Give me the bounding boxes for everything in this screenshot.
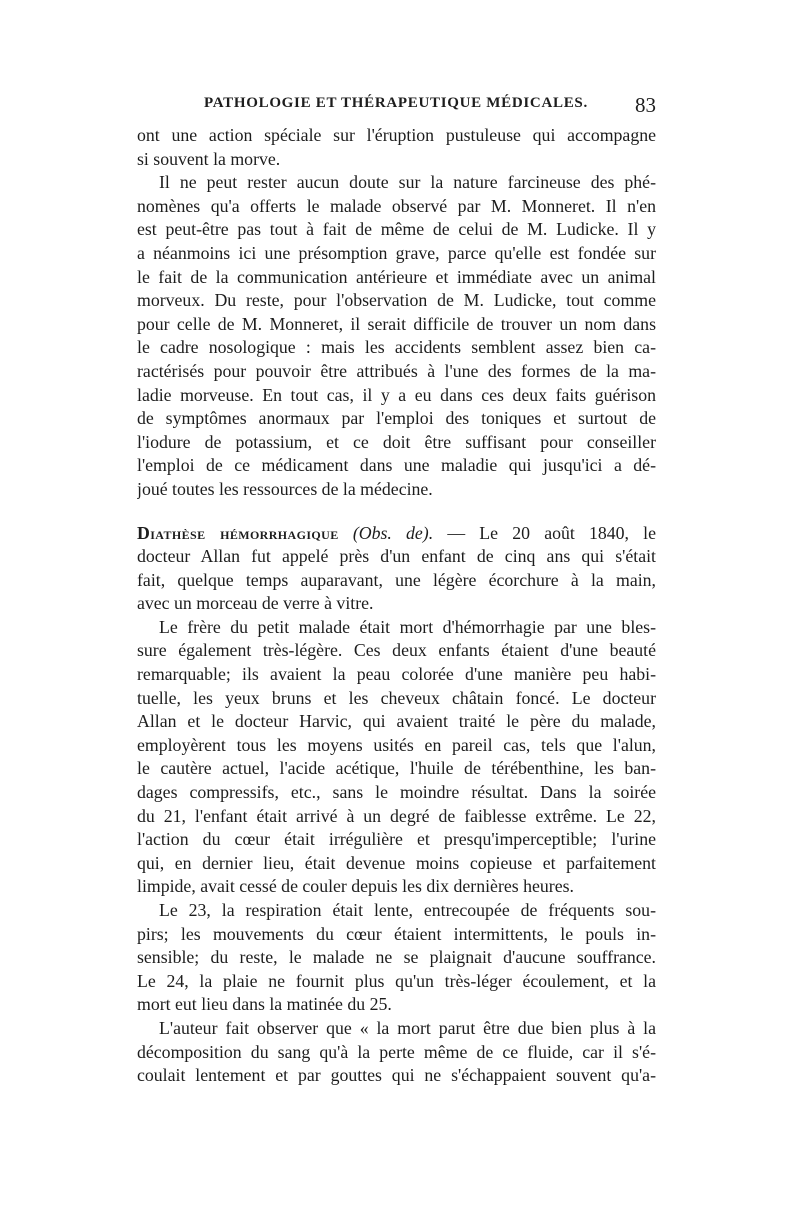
text-line: Le 24, la plaie ne fournit plus qu'un très-léger écoulement, et la xyxy=(137,970,656,991)
text-line: avec un morceau de verre à vitre. xyxy=(137,593,374,614)
section-source: (Obs. de). xyxy=(352,522,434,543)
text-line: nomènes qu'a offerts le malade observé par M. Monneret. Il n'en xyxy=(137,195,656,216)
section-first-line: — Le 20 août 1840, le xyxy=(447,522,656,543)
text-line: Il ne peut rester aucun doute sur la nature farcineuse des phé- xyxy=(159,172,656,193)
text-line: limpide, avait cessé de couler depuis les dix dernières heures. xyxy=(137,876,574,897)
text-line: ractérisés pour pouvoir être attribués à l'une des formes de la ma- xyxy=(137,360,656,381)
running-title: PATHOLOGIE ET THÉRAPEUTIQUE MÉDICALES. xyxy=(204,95,588,111)
text-line: morveux. Du reste, pour l'observation de M. Ludicke, tout comme xyxy=(137,290,656,311)
section-heading: Diathèse hémorrhagique xyxy=(137,522,339,543)
text-line: le fait de la communication antérieure et immédiate avec un animal xyxy=(137,266,656,287)
text-line: L'auteur fait observer que « la mort parut être due bien plus à la xyxy=(159,1017,656,1038)
text-line: ladie morveuse. En tout cas, il y a eu dans ces deux faits guérison xyxy=(137,384,656,405)
body-text xyxy=(137,124,656,1088)
text-line: sensible; du reste, le malade ne se plaignait d'aucune souffrance. xyxy=(137,947,656,968)
text-line: du 21, l'enfant était arrivé à un degré de faiblesse extrême. Le 22, xyxy=(137,805,656,826)
page-number: 83 xyxy=(635,93,656,117)
text-line: coulait lentement et par gouttes qui ne s'échappaient souvent qu'a- xyxy=(137,1065,656,1086)
text-line: le cadre nosologique : mais les accidents semblent assez bien ca- xyxy=(137,337,656,358)
text-line: si souvent la morve. xyxy=(137,148,281,169)
text-line: dages compressifs, etc., sans le moindre résultat. Dans la soirée xyxy=(137,782,656,803)
text-line: l'action du cœur était irrégulière et presqu'imperceptible; l'urine xyxy=(137,829,656,850)
text-line: pirs; les mouvements du cœur étaient intermittents, le pouls in- xyxy=(137,923,656,944)
text-line: l'iodure de potassium, et ce doit être suffisant pour conseiller xyxy=(137,431,656,452)
text-line: docteur Allan fut appelé près d'un enfant de cinq ans qui s'était xyxy=(137,546,656,567)
text-line: fait, quelque temps auparavant, une légère écorchure à la main, xyxy=(137,569,656,590)
section-heading-line xyxy=(137,522,656,546)
text-line: qui, en dernier lieu, était devenue moins copieuse et parfaitement xyxy=(137,852,656,873)
text-line: le cautère actuel, l'acide acétique, l'huile de térébenthine, les ban- xyxy=(137,758,656,779)
text-line: a néanmoins ici une présomption grave, parce qu'elle est fondée sur xyxy=(137,242,656,263)
text-line: tuelle, les yeux bruns et les cheveux châtain foncé. Le docteur xyxy=(137,687,656,708)
text-line: Le 23, la respiration était lente, entrecoupée de fréquents sou- xyxy=(159,900,656,920)
text-line: décomposition du sang qu'à la perte même de ce fluide, car il s'é- xyxy=(137,1041,656,1062)
text-line: mort eut lieu dans la matinée du 25. xyxy=(137,994,392,1015)
text-line: ont une action spéciale sur l'éruption pustuleuse qui accompagne xyxy=(137,125,656,145)
text-line: employèrent tous les moyens usités en pareil cas, tels que l'alun, xyxy=(137,734,656,755)
text-line: est peut-être pas tout à fait de même de celui de M. Ludicke. Il y xyxy=(137,219,656,240)
page-header xyxy=(204,93,656,123)
text-line: joué toutes les ressources de la médecine. xyxy=(137,478,433,499)
text-line: pour celle de M. Monneret, il serait difficile de trouver un nom dans xyxy=(137,313,656,334)
text-line: de symptômes anormaux par l'emploi des toniques et surtout de xyxy=(137,408,656,429)
section-spacer xyxy=(137,502,656,522)
text-line: remarquable; ils avaient la peau colorée d'une manière peu habi- xyxy=(137,664,656,685)
text-line: sure également très-légère. Ces deux enfants étaient d'une beauté xyxy=(137,640,656,661)
text-line: l'emploi de ce médicament dans une maladie qui jusqu'ici a dé- xyxy=(137,455,656,476)
text-line: Le frère du petit malade était mort d'hémorrhagie par une bles- xyxy=(159,616,656,637)
text-line: Allan et le docteur Harvic, qui avaient traité le père du malade, xyxy=(137,711,656,732)
